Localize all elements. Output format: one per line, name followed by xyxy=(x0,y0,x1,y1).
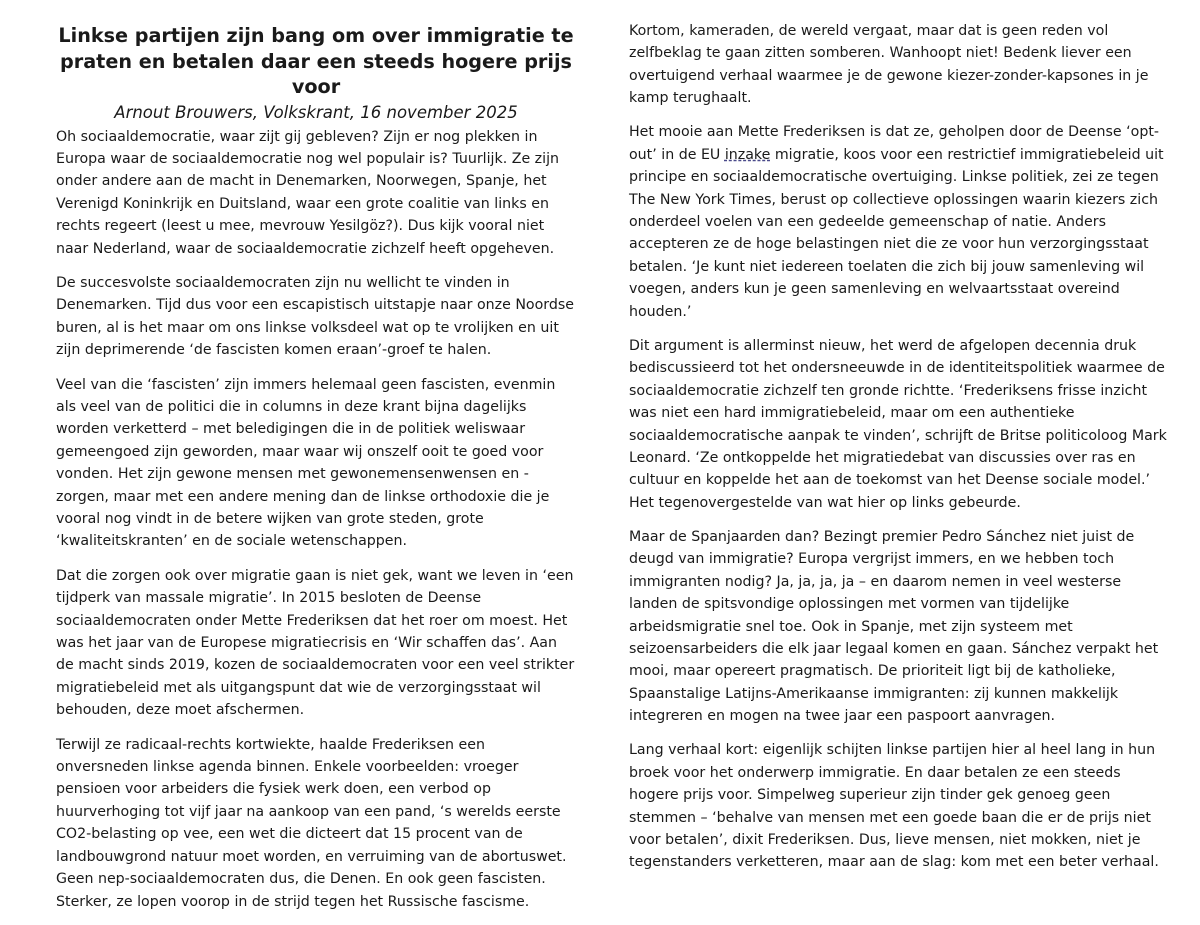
paragraph: Veel van die ‘fascisten’ zijn immers helemaal geen fascisten, evenmin als veel van de politici die in columns in deze krant bijna dagelijks worden verketterd – met beledigingen die in de politiek weliswaar gemeengoed zijn geworden, maar waar wij onszelf ooit te goed voor vonden. Het zijn gewone mensen met gewonemensenwensen en -zorgen, maar met een andere mening dan de linkse orthodoxie die je vooral nog vindt in de betere wijken van grote steden, grote ‘kwaliteitskranten’ en de sociale wetenschappen. xyxy=(56,376,556,550)
paragraph: De succesvolste sociaaldemocraten zijn nu wellicht te vinden in Denemarken. Tijd dus voor een escapistisch uitstapje naar onze Noordse buren, al is het maar om ons linkse volksdeel wat op te vrolijken en uit zijn deprimerende ‘de fascisten komen eraan’-groef te halen. xyxy=(56,274,575,359)
spellcheck-underlined-word: inzake xyxy=(724,146,771,163)
paragraph: Dit argument is allerminst nieuw, het werd de afgelopen decennia druk bediscussieerd tot het ondersneeuwde in de identiteitspolitiek waarmee de sociaaldemocratie zichzelf ten gronde richtte. ‘Frederiksens frisse inzicht was niet een hard immigratiebeleid, maar om een authentieke sociaaldemocratische aanpak te vinden’, schrijft de Britse politicoloog Mark Leonard. ‘Ze ontkoppelde het migratiedebat van discussies over ras en cultuur en koppelde het aan de toekomst van het Deense sociale model.’ Het tegenovergestelde van wat hier op links gebeurde. xyxy=(629,337,1167,511)
left-column xyxy=(56,20,576,925)
article-title: Linkse partijen zijn bang om over immigratie te praten en betalen daar een steeds hogere prijs voor xyxy=(58,24,574,98)
paragraph-text: migratie, koos voor een restrictief immigratiebeleid uit principe en sociaaldemocratische overtuiging. Linkse politiek, zei ze tegen The New York Times, berust op collectieve oplossingen waarin kiezers zich onderdeel voelen van een gedeelde gemeenschap of natie. Anders accepteren ze de hoge belastingen niet die ze voor hun verzorgingsstaat betalen. ‘Je kunt niet iedereen toelaten die zich bij jouw samenleving wil voegen, anders kun je geen samenleving en welvaartsstaat overeind houden.’ xyxy=(629,146,1164,320)
paragraph-text: Het mooie aan Mette Frederiksen is dat ze, geholpen door de Deense ‘opt-out’ in de EU xyxy=(629,124,1160,163)
paragraph: Maar de Spanjaarden dan? Bezingt premier Pedro Sánchez niet juist de deugd van immigratie? Europa vergrijst immers, en we hebben toch immigranten nodig? Ja, ja, ja, ja – en daarom nemen in veel westerse landen de spitsvondige oplossingen met vormen van tijdelijke arbeidsmigratie snel toe. Ook in Spanje, met zijn systeem met seizoensarbeiders die elk jaar legaal komen en gaan. Sánchez verpakt het mooi, maar opereert pragmatisch. De prioriteit ligt bij de katholieke, Spaanstalige Latijns-Amerikaanse immigranten: zij kunnen makkelijk integreren en mogen na twee jaar een paspoort aanvragen. xyxy=(629,528,1159,725)
paragraph: Lang verhaal kort: eigenlijk schijten linkse partijen hier al heel lang in hun broek voor het onderwerp immigratie. En daar betalen ze een steeds hogere prijs voor. Simpelweg superieur zijn tinder gek genoeg geen stemmen – ‘behalve van mensen met een goede baan die er de prijs niet voor betalen’, dixit Frederiksen. Dus, lieve mensen, niet mokken, niet je tegenstanders verketteren, maar aan de slag: kom met een beter verhaal. xyxy=(629,742,1159,871)
paragraph: Kortom, kameraden, de wereld vergaat, maar dat is geen reden vol zelfbeklag te gaan zitten somberen. Wanhoopt niet! Bedenk liever een overtuigend verhaal waarmee je de gewone kiezer-zonder-kapsones in je kamp terughaalt. xyxy=(629,23,1149,107)
right-column xyxy=(629,20,1169,886)
paragraph: Oh sociaaldemocratie, waar zijt gij gebleven? Zijn er nog plekken in Europa waar de sociaaldemocratie nog wel populair is? Tuurlijk. Ze zijn onder andere aan de macht in Denemarken, Noorwegen, Spanje, het Verenigd Koninkrijk en Duitsland, waar een grote coalitie van links en rechts regeert (leest u mee, mevrouw Yesilgöz?). Dus kijk vooral niet naar Nederland, waar de sociaaldemocratie zichzelf heeft opgeheven. xyxy=(56,128,560,257)
article-byline: Arnout Brouwers, Volkskrant, 16 november 2025 xyxy=(114,102,518,122)
paragraph xyxy=(629,121,1169,323)
paragraph: Terwijl ze radicaal-rechts kortwiekte, haalde Frederiksen een onversneden linkse agenda binnen. Enkele voorbeelden: vroeger pensioen voor arbeiders die fysiek werk doen, een verbod op huurverhoging tot vijf jaar na aankoop van een pand, ‘s werelds eerste CO2-belasting op vee, een wet die dicteert dat 15 procent van de landbouwgrond natuur moet worden, en verruiming van de abortuswet. Geen nep-sociaaldemocraten dus, die Denen. En ook geen fascisten. Sterker, ze lopen voorop in de strijd tegen het Russische fascisme. xyxy=(56,736,567,910)
paragraph: Dat die zorgen ook over migratie gaan is niet gek, want we leven in ‘een tijdperk van massale migratie’. In 2015 besloten de Deense sociaaldemocraten onder Mette Frederiksen dat het roer om moest. Het was het jaar van de Europese migratiecrisis en ‘Wir schaffen das’. Aan de macht sinds 2019, kozen de sociaaldemocraten voor een veel strikter migratiebeleid met als uitgangspunt dat wie de verzorgingsstaat wil behouden, deze moet afschermen. xyxy=(56,567,575,719)
